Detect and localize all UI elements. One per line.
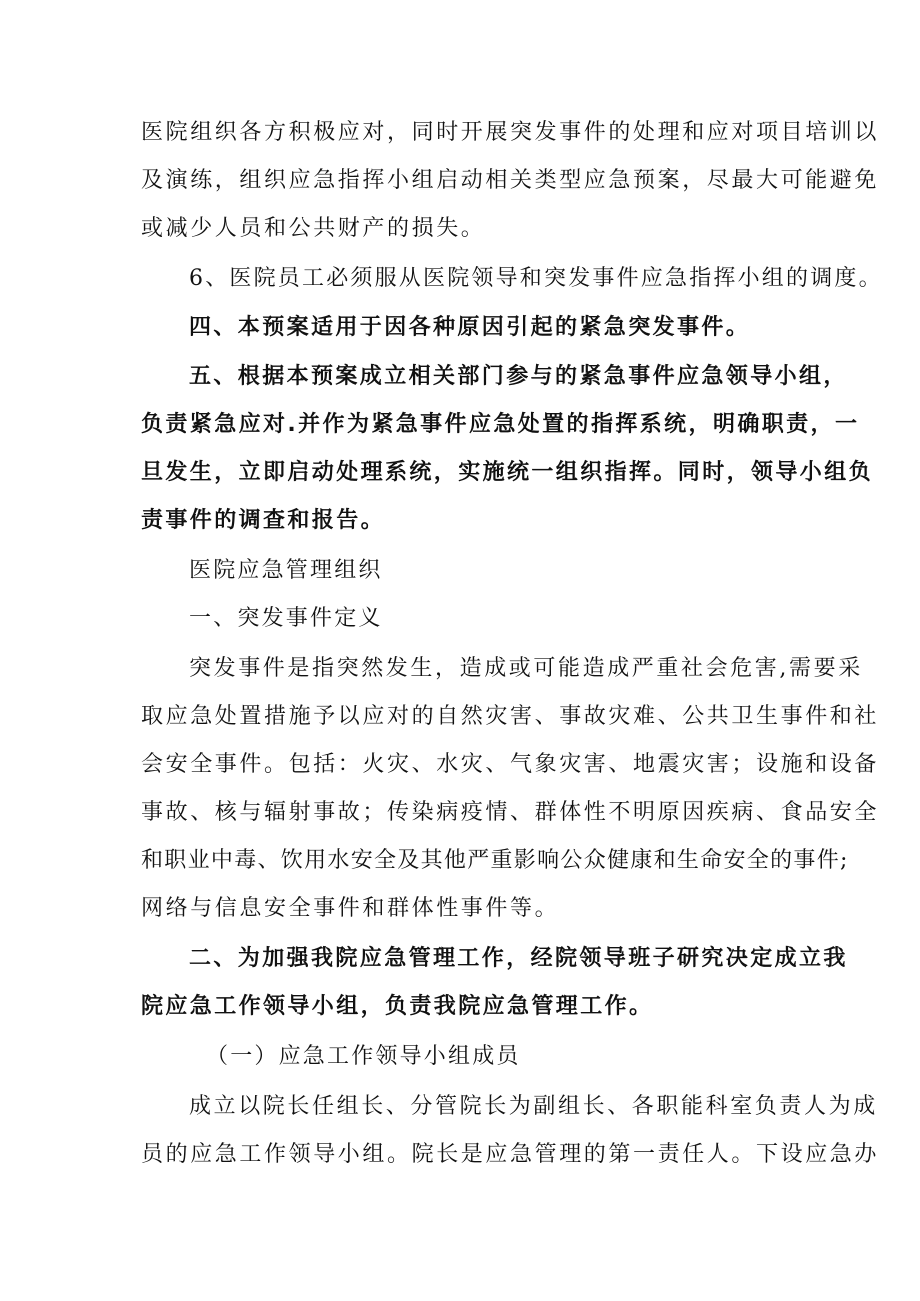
bold-text-line: 责事件的调查和报告。 — [141, 508, 386, 533]
subsection-heading-item-1: （一）应急工作领导小组成员 — [206, 1044, 521, 1069]
subsection-heading-2: 二、为加强我院应急管理工作，经院领导班子研究决定成立我 — [189, 946, 848, 971]
body-text-line: 突发事件是指突然发生，造成或可能造成严重社会危害,需要采 — [189, 656, 863, 681]
body-text-line: 或减少人员和公共财产的损失。 — [141, 216, 486, 241]
body-text-line: 及演练，组织应急指挥小组启动相关类型应急预案，尽最大可能避免 — [141, 168, 880, 193]
body-text-line: 会安全事件。包括：火灾、水灾、气象灾害、地震灾害；设施和设备 — [141, 752, 880, 777]
body-text-line: 网络与信息安全事件和群体性事件等。 — [141, 896, 560, 921]
section-heading-5: 五、根据本预案成立相关部门参与的紧急事件应急领导小组， — [189, 364, 848, 389]
list-item-6: 6、医院员工必须服从医院领导和突发事件应急指挥小组的调度。 — [189, 266, 883, 291]
section-heading-4: 四、本预案适用于因各种原因引起的紧急突发事件。 — [189, 315, 751, 340]
bold-text-line: 负责紧急应对.并作为紧急事件应急处置的指挥系统，明确职责，一 — [141, 412, 860, 437]
section-title: 医院应急管理组织 — [189, 558, 383, 583]
body-text-line: 成立以院长任组长、分管院长为副组长、各职能科室负责人为成 — [189, 1094, 878, 1119]
body-text-line: 取应急处置措施予以应对的自然灾害、事故灾难、公共卫生事件和社 — [141, 704, 880, 729]
subsection-heading-1: 一、突发事件定义 — [189, 606, 383, 631]
body-text-line: 事故、核与辐射事故；传染病疫情、群体性不明原因疾病、食品安全 — [141, 800, 880, 825]
body-text-line: 医院组织各方积极应对，同时开展突发事件的处理和应对项目培训以 — [141, 120, 880, 145]
body-text-line: 员的应急工作领导小组。院长是应急管理的第一责任人。下设应急办 — [141, 1142, 880, 1167]
bold-text-line: 院应急工作领导小组，负责我院应急管理工作。 — [141, 994, 654, 1019]
body-text-line: 和职业中毒、饮用水安全及其他严重影响公众健康和生命安全的事件; — [141, 848, 849, 873]
bold-text-line: 旦发生，立即启动处理系统，实施统一组织指挥。同时，领导小组负 — [141, 460, 874, 485]
